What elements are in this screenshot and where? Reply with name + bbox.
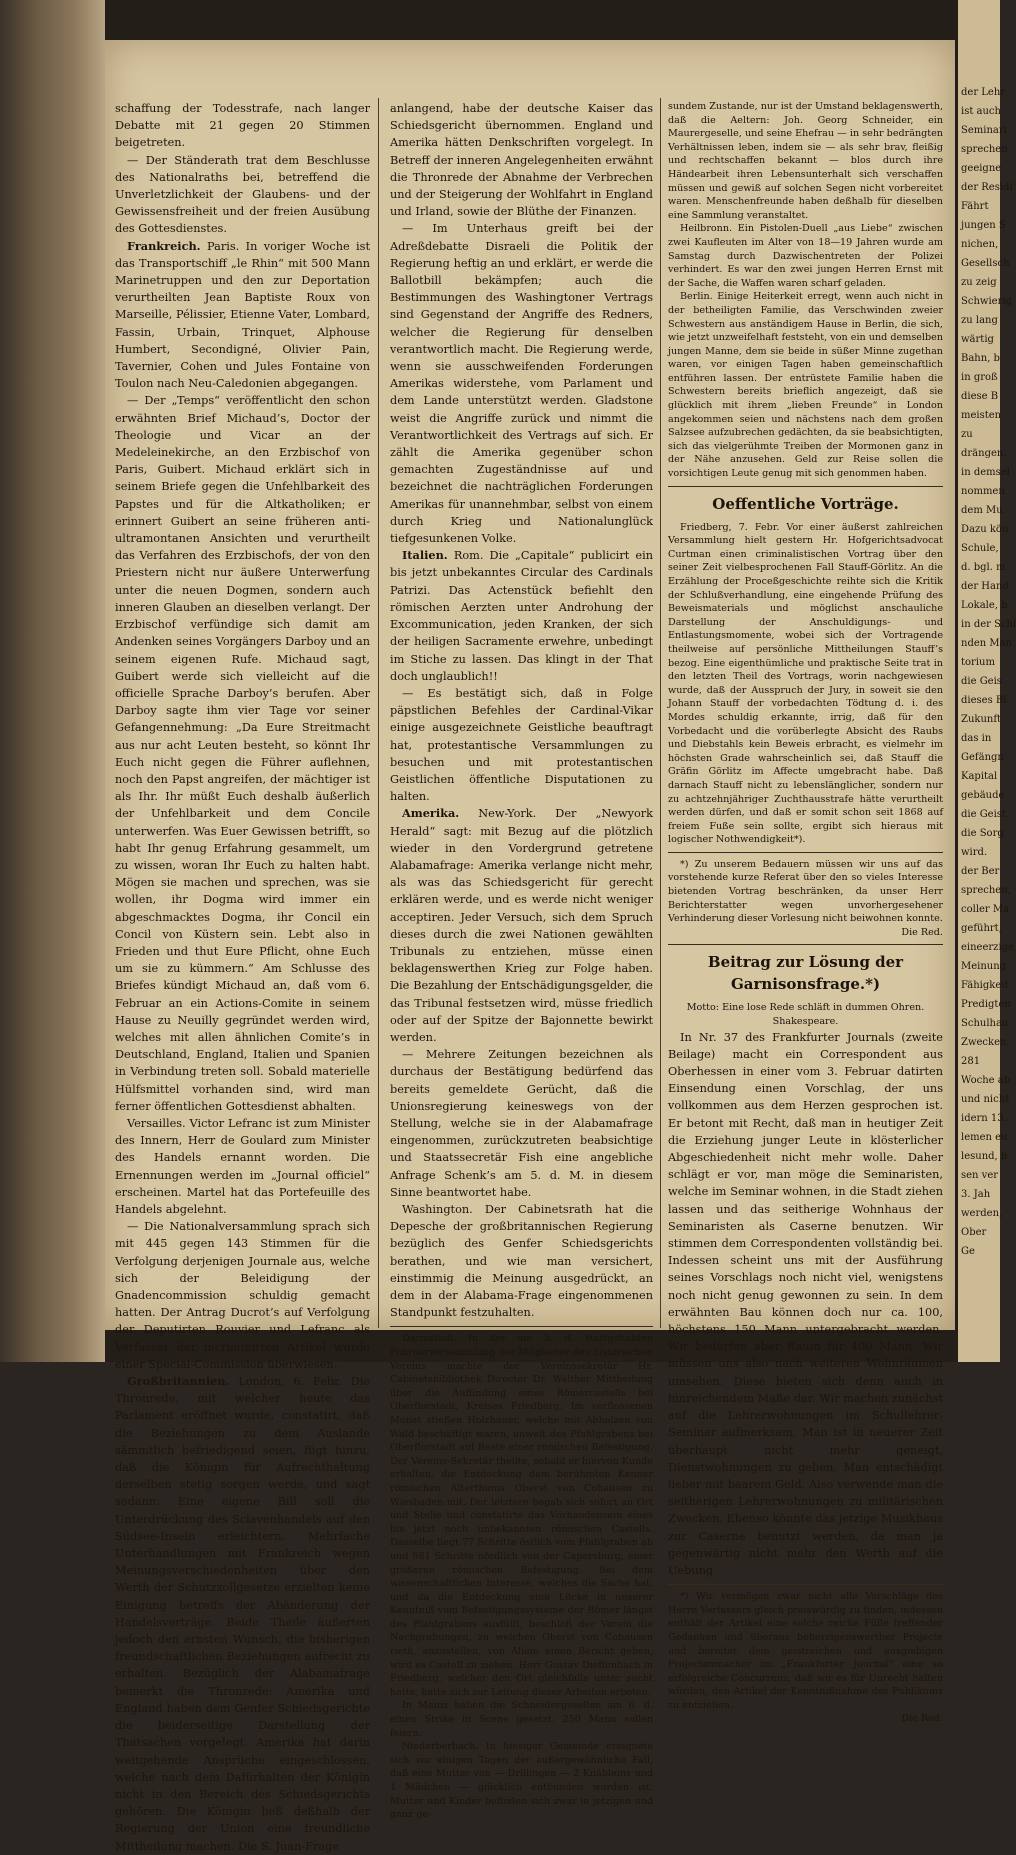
edge-text-fragment: der Hand	[961, 581, 1009, 592]
small-print-article: Heilbronn. Ein Pistolen-Duell „aus Liebe“ zwischen zwei Kaufleuten im Alter von 18—19 Jahren wurde am Samstag durch Dazwischentreten der Polizei verhindert. Es war den zwei jungen Herren Ernst mit der Sache, die Waffen waren scharf geladen.	[668, 223, 943, 289]
divider	[668, 852, 943, 853]
divider	[390, 1326, 653, 1327]
section-heading-amerika: Amerika.	[402, 806, 460, 821]
edge-text-fragment: geeigne	[961, 163, 1002, 174]
edge-text-fragment: der Residi	[961, 182, 1013, 193]
edge-text-fragment: werden,	[961, 1208, 1003, 1219]
edge-text-fragment: ist auch	[961, 106, 1001, 117]
edge-text-fragment: 281	[961, 1056, 981, 1067]
edge-text-fragment: zu zeig	[961, 277, 997, 288]
article-text: — Es bestätigt sich, daß in Folge päpstlichen Befehles der Cardinal-Vikar einige ausgezeichnete Geistliche beauftragt hat, protestantische Versammlungen zu besuchen und mit protestantischen Geistlichen öffentliche Disputationen zu halten.	[390, 686, 653, 804]
edge-text-fragment: sprechen	[961, 144, 1008, 155]
edge-text-fragment: Meinung	[961, 961, 1007, 972]
edge-text-fragment: Schule,	[961, 543, 999, 554]
edge-text-fragment: diese B	[961, 391, 999, 402]
edge-text-fragment: dieses Bl	[961, 695, 1007, 706]
edge-text-fragment: Zwecken,	[961, 1037, 1010, 1048]
edge-text-fragment: die Geis	[961, 676, 1002, 687]
article-text: — Im Unterhaus greift bei der Adreßdebatte Disraeli die Politik der Regierung heftig an und erklärt, er werde die Ballotbill bekämpfen; auch die Bestimmungen des Washingtoner Vertrags sind Gegenstand der Angriffe des Redners, welcher die Regierung für denselben verantwortlich macht. Die Regierung werde, wenn sie ausschweifenden Forderungen Amerikas widerstehe, vom Parlament und dem Lande unterstützt werden. Gladstone weist die Angriffe zurück und nimmt die Verantwortlichkeit des Vertrags auf sich. Er zählt die Amerika gegenüber schon gemachten Zugeständnisse auf und bezeichnet die nachträglichen Forderungen Amerikas für unannehmbar, selbst von einem durch Krieg und Nationalunglück tiefgesunkenen Volke.	[390, 222, 653, 546]
editor-signature: Die Red.	[901, 1713, 943, 1725]
divider	[668, 1584, 943, 1585]
article-text: — Der „Temps“ veröffentlicht den schon erwähnten Brief Michaud’s, Doctor der Theologie und Vicar an der Medeleinekirche, an den Erzbischof von Paris, Guibert. Michaud erklärt sich in seinem Briefe gegen die Unfehlbarkeit des Papstes und für die Altkatholiken; er erinnert Guibert an seine früheren anti-ultramontanen Ansichten und verurtheilt das Verfahren des Erzbischofs, der von den Priestern nicht nur äußere Unterwerfung unter die neuen Dogmen, sondern auch inneren Glauben an dieselben verlangt. Der Erzbischof verfündige sich damit am Andenken seines Vorgängers Darboy und an seinem eigenen Rufe. Michaud sagt, Guibert werde sich vielleicht auf die officielle Sprache Darboy’s berufen. Aber Darboy sagte ihm vier Tage vor seiner Gefangennehmung: „Da Eure Streitmacht aus nur acht Leuten besteht, so könnt Ihr Euch nicht gegen die Führer auflehnen, noch den Papst angreifen, der mächtiger ist als Ihr. Ihr müßt Euch deshalb äußerlich der Unfehlbarkeit und dem Concile unterwerfen. Was Euer Gewissen betrifft, so habt Ihr genug Erfahrung gesammelt, um zu wissen, woran Ihr Euch zu halten habt. Mögen sie machen und sprechen, was sie wollen, ihr Dogma wird immer ein abgeschmacktes Dogma, ihr Concil ein Concil von Küstern sein. Lebt also in Frieden und thut Eure Pflicht, ohne Euch um sie zu kümmern.“ Am Schlusse des Briefes kündigt Michaud an, daß vom 6. Februar an ein Actions-Comite in seinem Hause zu Neuilly gegründet werden wird, welches mit allen ähnlichen Comite’s in Deutschland, England, Italien und Spanien in Verbindung treten soll. Sobald materielle Hülfsmittel vorhanden sind, wird man ferner öffentlichen Gottesdienst abhalten.	[115, 394, 370, 1113]
edge-text-fragment: der Ber	[961, 866, 1000, 877]
section-title-vortraege: Oeffentliche Vorträge.	[712, 494, 899, 513]
edge-text-fragment: idern 13.	[961, 1113, 1007, 1124]
article-text: London, 6. Febr. Die Thronrede, mit welcher heute das Parlament eröffnet wurde, constatirt, daß die Beziehungen zu dem Auslande sämmtlich befriedigend seien, fügt hinzu, daß die Königin für Aufrechthaltung derselben stetig sorgen werde, und sagt sodann: Eine eigene Bill soll die Unterdrückung des Sclavenhandels auf den Südsee-Inseln erleichtern. Mehrfache Unterhandlungen mit Frankreich wegen Meinungsverschiedenheiten über den Werth der Schutzzollgesetze erzielten keine Einigung betreffs der Abänderung der Handelsverträge. Beide Theile äußerten jedoch den ernsten Wunsch, die bisherigen freundschaftlichen Beziehungen aufrecht zu erhalten. Bezüglich der Alabamafrage bemerkt die Thronrede: Amerika und England haben dem Genfer Schiedsgerichte die beiderseitige Darstellung der Thatsachen vorgelegt. Amerika hat darin weitgehende Ansprüche eingeschlossen, welche nach dem Dafürhalten der Königin nicht in den Bereich des Schiedsgerichts gehören. Die Königin ließ deßhalb der Regierung der Union eine freundliche Mittheilung machen. Die S. Juan-Frage	[115, 1375, 370, 1853]
edge-text-fragment: Dazu kön	[961, 524, 1009, 535]
edge-text-fragment: Lokale, b	[961, 600, 1008, 611]
section-title-garnisonsfrage: Beitrag zur Lösung der Garnisonsfrage.*)	[707, 953, 904, 994]
footnote: *) Wir vermögen zwar nicht alle Vorschläge des Herrn Verfassers gleich preiswürdig zu finden, indessen enthält der Artikel eine solche reiche Fülle treffender Gedanken und überaus beherzigenswerther Projecte und bereitet dem geistreichen und ausgiebigen Projectenmacher im „Frankfurter Journal“ eine so erfolgreiche Concurrenz, daß wir es für Unrecht halten würden, den Artikel der Kenntnißnahme des Publikums zu entziehen.	[668, 1591, 943, 1711]
section-heading-grossbritannien: Großbritannien.	[127, 1374, 230, 1389]
edge-text-fragment: Fährt	[961, 201, 989, 212]
edge-text-fragment: Bahn, b	[961, 353, 1000, 364]
small-print-article: Darmstadt. In der am 5. d. stattgehabten Februarversammlung der Mitglieder des historischen Vereins machte der Vereinssekretär Hr. Cabinetsbibliothek Director Dr. Walther Mittheilung über die Auffindung eines Römercastells bei Oberflorstadt, Kreises Friedberg. Im verflossenen Monat stießen Holzhauer, welche mit Abholzen von Wald beschäftigt waren, unweit des Pfahlgrabens bei Oberflorstadt auf Reste einer römischen Befestigung. Der Vereins-Sekretär theilte, sobald er hiervon Kunde erhalten, die Entdeckung dem berühmten Kenner römischen Alterthums Oberst von Cohausen zu Wiesbaden mit. Der letztere begab sich sofort an Ort und Stelle und constatirte das Vorhandensein eines bis jetzt noch unbekannten römischen Castells. Dasselbe liegt 77 Schritte östlich vom Pfahlgraben ab und 981 Schritte nördlich von der Capersburg, einer größeren römischen Befestigung. Bei dem wissenschaftlichen Interesse, welches die Sache hat, und da die Entdeckung eine Lücke in unserer Kenntniß vom Befestigungssysteme der Römer längst des Pfahlgrabens ausfüllt, beschloß der Verein die Nachgrabungen, zu welchen Oberst von Cohausen rieth, anzustellen, von Allem einen Bericht geben, wird es Castell zu ziehen. Herr Gustav Dieffenbach in Friedberg, welcher den Ort gleichfalls unter sucht hatte, hatte sich zur Leitung dieser Arbeiten erboten.	[390, 1333, 653, 1698]
edge-text-fragment: dem Mu	[961, 505, 1003, 516]
edge-text-fragment: jungen S	[961, 220, 1006, 231]
edge-text-fragment: und nicht	[961, 1094, 1010, 1105]
edge-text-fragment: Fähigkeit	[961, 980, 1009, 991]
article-text: Versailles. Victor Lefranc ist zum Minister des Innern, Herr de Goulard zum Minister des Handels ernannt worden. Die Ernennungen werden im „Journal officiel“ erscheinen. Martel hat das Portefeuille des Handels abgelehnt.	[115, 1116, 370, 1216]
edge-text-fragment: die Sorg	[961, 828, 1004, 839]
small-print-article: Friedberg, 7. Febr. Vor einer äußerst zahlreichen Versammlung hielt gestern Hr. Hofgerichtsadvocat Curtman einen criminalistischen Vortrag über den seiner Zeit vielbesprochenen Fall Stauff-Görlitz. An die Erzählung der Proceßgeschichte reihte sich die Kritik der Schlußverhandlung, eine eingehende Prüfung des Beweismaterials und möglichst anschauliche Darstellung der Anschuldigungs- und Entlastungsmomente, wobei sich der Vortragende theilweise auf persönliche Mittheilungen Stauff’s bezog. Eine eigenthümliche und praktische Seite trat in den letzten Theil des Vortrags, worin nachgewiesen wurde, daß der Ausspruch der Jury, in soweit sie den Johann Stauff der vorbedachten Tödtung d. i. des Mordes schuldig erkannte, irrig, daß für den Vorbedacht und die vorüberlegte Absicht des Raubs und Diebstahls kein Beweis erbracht, es vielmehr im höchsten Grade wahrscheinlich sei, daß Stauff die Gräfin Görlitz im Affecte umgebracht habe. Daß darnach Stauff nicht zu lebenslänglicher, sondern nur zu achtzehnjähriger Zuchthausstrafe hätte verurtheilt werden dürfen, und daß er somit schon seit 1868 auf freiem Fuße sein sollte, ergibt sich hieraus mit logischer Nothwendigkeit*).	[668, 521, 943, 846]
article-text: Rom. Die „Capitale“ publicirt ein bis jetzt unbekanntes Circular des Cardinals Patrizi. Das Actenstück befiehlt den römischen Aerzten unter Androhung der Excommunication, jeden Kranken, der sich der heiligen Sacramente erwehre, unbedingt im Stiche zu lassen. Das klingt in der That doch unglaublich!!	[390, 549, 653, 683]
divider	[668, 486, 943, 487]
small-print-article: Berlin. Einige Heiterkeit erregt, wenn auch nicht in der betheiligten Familie, das Verschwinden zweier Schwestern aus anständigem Hause in Berlin, die sich, wie jetzt unzweifelhaft feststeht, von ein und demselben jungen Manne, dem sie beide in süßer Minne zugethan waren, vor einigen Tagen haben gemeinschaftlich entführen lassen. Der entrüstete Familie haben die Schwestern bereits brieflich angezeigt, daß sie glücklich mit ihrem „lieben Freunde“ in London angekommen seien und nächstens nach dem großen Salzsee aufzubrechen gedächten, da sie beabsichtigten, sich das vielgerühmte Treiben der Mormonen ganz in der Nähe anzusehen. Geld zur Reise sollen die vorsichtigen Leute genug mit sich genommen haben.	[668, 291, 943, 480]
article-text: Paris. In voriger Woche ist das Transportschiff „le Rhin“ mit 500 Mann Marinetruppen und den zur Deportation verurtheilten Jean Baptiste Roux von Marseille, Pélissier, Etienne Vater, Lombard, Fassin, Urbain, Trinquet, Alphouse Humbert, Secondigné, Olivier Pain, Tavernier, Cohen und Jules Fontaine von Toulon nach Neu-Caledonien abgegangen.	[115, 239, 371, 391]
section-heading-frankreich: Frankreich.	[127, 238, 201, 253]
edge-text-fragment: wird.	[961, 847, 988, 858]
edge-text-fragment: wärtig	[961, 334, 994, 345]
edge-text-fragment: nichen,	[961, 239, 999, 250]
column-rule	[660, 98, 661, 1328]
edge-text-fragment: gebäude	[961, 790, 1005, 801]
edge-text-fragment: 3. Jah	[961, 1189, 991, 1200]
edge-text-fragment: sen ver	[961, 1170, 999, 1181]
book-binding	[0, 0, 105, 1362]
article-text: schaffung der Todesstrafe, nach langer Debatte mit 21 gegen 20 Stimmen beigetreten.	[115, 102, 370, 150]
edge-text-fragment: Schwierig	[961, 296, 1012, 307]
article-text: New-York. Der „Newyork Herald“ sagt: mit Bezug auf die plötzlich wieder in den Vordergrund getretene Alabamafrage: Amerika verlange nicht mehr, als was das Schiedsgericht für gerecht erklären werde, und es werde nicht weniger acceptiren. Jeder Versuch, sich dem Spruch dieses durch die zwei Nationen gewählten Tribunals zu entziehen, müsse einen beklagenswerthen Krieg zur Folge haben. Die Bezahlung der Entschädigungsgelder, die das Tribunal festsetzen wird, müsse friedlich oder auf der Spitze der Bajonnette bewirkt werden.	[390, 807, 653, 1044]
article-text: In Nr. 37 des Frankfurter Journals (zweite Beilage) macht ein Correspondent aus Oberhessen in einer vom 3. Februar datirten Einsendung einen Vorschlag, der uns vollkommen aus dem Herzen gesprochen ist. Er betont mit Recht, daß man in heutiger Zeit die Erziehung junger Leute in klösterlicher Abgeschiedenheit nicht mehr wolle. Daher schlägt er vor, man möge die Seminaristen, welche im Seminar wohnen, in die Stadt ziehen lassen und das seitherige Wohnhaus der Seminaristen als Caserne benutzen. Wir stimmen dem Correspondenten vollständig bei. Indessen scheint uns mit der Ausführung seines Vorschlags noch nicht viel, wenigstens noch nicht genug gewonnen zu sein. In dem erwähnten Bau können doch nur ca. 100, höchstens 150 Mann untergebracht werden. Wir bedürfen aber Raum für 400 Mann. Wir müssen uns also nach weiteren Wohnräumen umsehen. Diese bieten sich denn auch in hinreichendem Maße dar. Wir machen zunächst auf die Lehrerwohnungen im Schullehrer-Seminar aufmerksam. Man ist in neuerer Zeit überhaupt nicht mehr geneigt, Dienstwohnungen zu geben. Man entschädigt lieber mit baarem Geld. Also verwende man die seitherigen Lehrerwohnungen zu militärischen Zwecken. Ebenso könnte das jetzige Musikhaus zur Caserne benutzt werden, da man ja gegenwärtig nicht mehr den Werth auf die Uebung	[668, 1030, 943, 1577]
edge-text-fragment: eineerzige	[961, 942, 1014, 953]
motto: Motto: Eine lose Rede schläft in dummen Ohren. Shakespeare.	[686, 1002, 925, 1028]
newspaper-sheet	[105, 40, 955, 1853]
edge-text-fragment: Ge	[961, 1246, 975, 1257]
edge-text-fragment: Woche ab	[961, 1075, 1011, 1086]
edge-text-fragment: der Lehr	[961, 87, 1006, 98]
edge-text-fragment: nommen	[961, 486, 1005, 497]
edge-text-fragment: coller Ma	[961, 904, 1010, 915]
article-text: anlangend, habe der deutsche Kaiser das Schiedsgericht übernommen. England und Amerika hätten Denkschriften vorgelegt. In Betreff der inneren Angelegenheiten erwähnt die Thronrede der Abnahme der Verbrechen und der Steigerung der Wohlfahrt in England und Irland, sowie der Blüthe der Finanzen.	[390, 102, 653, 219]
edge-text-fragment: zu	[961, 429, 973, 440]
article-text: — Die Nationalversammlung sprach sich mit 445 gegen 143 Stimmen für die Verfolgung derjenigen Journale aus, welche sich der Beleidigung der Gnadencommission schuldig gemacht hatten. Der Antrag Ducrot’s auf Verfolgung der Deputirten Rouvier und Lefranc als Verfasser der incriminirten Artikel wurde einer Special-Commission überwiesen.	[115, 1220, 370, 1371]
column-2	[390, 100, 653, 1821]
edge-text-fragment: in der Schl	[961, 619, 1016, 630]
edge-text-fragment: lesund, b	[961, 1151, 1008, 1162]
edge-text-fragment: nden Man	[961, 638, 1013, 649]
article-text: — Mehrere Zeitungen bezeichnen als durchaus der Bestätigung bedürfend das bereits gemeldete Gerücht, daß die Unionsregierung keineswegs von der Stellung, welche sie in der Alabamafrage eingenommen, zurückzutreten beabsichtige und Staatssecretär Fish eine angebliche Anfrage Schenk’s am 5. d. M. in diesem Sinne beantwortet habe.	[390, 1048, 653, 1199]
edge-text-fragment: das in	[961, 733, 992, 744]
column-1	[115, 100, 371, 1853]
edge-text-fragment: Ober	[961, 1227, 987, 1238]
article-text: Washington. Der Cabinetsrath hat die Depesche der großbritannischen Regierung bezüglich des Genfer Schiedsgerichts berathen, und wie man versichert, einstimmig die Meinung ausgedrückt, an dem in der Alabama-Frage eingenommenen Standpunkt festzuhalten.	[390, 1203, 653, 1320]
divider	[668, 944, 943, 945]
next-page-edge	[958, 0, 1016, 1362]
edge-text-fragment: Zukunft	[961, 714, 1002, 725]
edge-text-fragment: torium	[961, 657, 995, 668]
edge-text-fragment: Kapital	[961, 771, 998, 782]
section-heading-italien: Italien.	[402, 548, 448, 563]
edge-text-fragment: lemen eu	[961, 1132, 1008, 1143]
edge-text-fragment: meisten	[961, 410, 1002, 421]
small-print-article: Niederberbach. In hiesiger Gemeinde ereignete sich vor einigen Tagen der außergewöhnliche Fall, daß eine Mutter von — Drillingen — 2 Knäbleins und 1 Mädchen — glücklich entbunden worden ist. Mutter und Kinder befinden sich zwar in jetzigen und ganz ge-	[390, 1741, 653, 1821]
small-print-article: sundem Zustande, nur ist der Umstand beklagenswerth, daß die Aeltern: Joh. Georg Schneider, ein Maurergeselle, und seine Ehefrau — in sehr bedrängten Verhältnissen leben, indem sie — als sehr brav, fleißig und rechtschaffen bekannt — blos durch ihre Händearbeit ihren Lebensunterhalt sich verschaffen müssen und gewiß auf solchen Segen nicht vorbereitet waren. Menschenfreunde haben deßhalb für dieselben eine Sammlung veranstaltet.	[668, 101, 943, 221]
column-3	[668, 100, 943, 1725]
edge-text-fragment: d. bgl. m	[961, 562, 1006, 573]
edge-text-fragment: sprechen,	[961, 885, 1011, 896]
editor-signature: Die Red.	[901, 926, 943, 938]
edge-text-fragment: in demsel	[961, 467, 1010, 478]
edge-text-fragment: Predigten	[961, 999, 1011, 1010]
edge-text-fragment: zu lang	[961, 315, 998, 326]
small-print-article: In Mainz haben die Schneidergesellen am 6. d. einen Strike in Scene gesetzt. 250 Mann sollen feiern.	[390, 1700, 653, 1739]
edge-text-fragment: Gesellsch	[961, 258, 1010, 269]
column-rule	[378, 98, 379, 1328]
article-text: — Der Ständerath trat dem Beschlusse des Nationalraths bei, betreffend die Unverletzlichkeit der Glaubens- und der Gewissensfreiheit und der freien Ausübung des Gottesdienstes.	[115, 153, 370, 236]
edge-text-fragment: geführt,	[961, 923, 1002, 934]
edge-text-fragment: Schulhau	[961, 1018, 1009, 1029]
footnote: *) Zu unserem Bedauern müssen wir uns auf das vorstehende kurze Referat über den so vieles Interesse bietenden Vortrag beschränken, da unser Herr Berichterstatter wegen unvorhergesehener Verhinderung dieser Vorlesung nicht beiwohnen konnte.	[668, 858, 943, 925]
edge-text-fragment: Seminari	[961, 125, 1007, 136]
edge-text-fragment: Gefängn	[961, 752, 1004, 763]
edge-text-fragment: die Geist	[961, 809, 1006, 820]
edge-text-fragment: in groß	[961, 372, 998, 383]
edge-text-fragment: drängen.	[961, 448, 1007, 459]
